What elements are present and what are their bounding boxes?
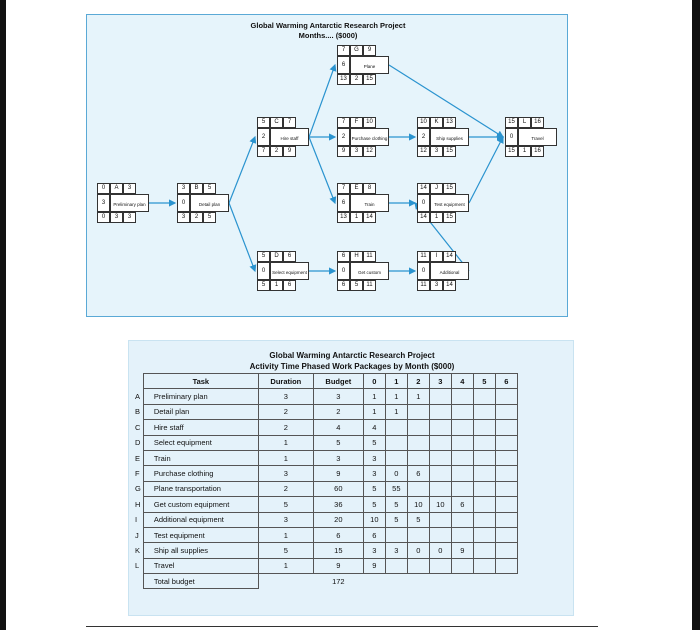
- node-late-finish: 3: [123, 212, 136, 223]
- row-month-value: [451, 404, 473, 419]
- row-month-value: [451, 558, 473, 573]
- node-id: I: [430, 251, 443, 262]
- table-row: [129, 450, 517, 465]
- node-early-finish: 15: [443, 183, 456, 194]
- node-late-finish: 14: [443, 280, 456, 291]
- edge-j-l: [469, 137, 503, 203]
- row-letter: A: [135, 392, 141, 402]
- node-early-start: 3: [177, 183, 190, 194]
- row-month-value: [495, 404, 517, 419]
- row-month-value: 5: [385, 497, 407, 512]
- row-month-value: [473, 450, 495, 465]
- node-early-start: 0: [97, 183, 110, 194]
- row-month-value: 3: [363, 450, 385, 465]
- row-task: Plane transportation: [143, 481, 258, 496]
- row-month-value: 4: [363, 420, 385, 435]
- row-letter: D: [135, 438, 141, 448]
- node-late-start: 13: [337, 74, 350, 85]
- table-row: [129, 527, 517, 542]
- node-late-start: 14: [417, 212, 430, 223]
- row-task: Test equipment: [143, 527, 258, 542]
- row-budget: 9: [313, 558, 363, 573]
- row-month-value: [429, 558, 451, 573]
- node-late-start: 7: [257, 146, 270, 157]
- row-month-value: [429, 527, 451, 542]
- row-month-value: [473, 404, 495, 419]
- node-description: Preliminary plan: [110, 194, 149, 212]
- node-f: [337, 117, 389, 157]
- row-month-value: [495, 512, 517, 527]
- row-month-value: 9: [451, 543, 473, 558]
- node-early-start: 15: [505, 117, 518, 128]
- node-early-finish: 14: [443, 251, 456, 262]
- left-edge-bar: [0, 0, 6, 630]
- row-month-value: 1: [407, 389, 429, 404]
- node-late-start: 9: [337, 146, 350, 157]
- table-total-row: [129, 574, 517, 589]
- node-slack: 3: [430, 280, 443, 291]
- row-month-value: 10: [407, 497, 429, 512]
- row-budget: 3: [313, 450, 363, 465]
- node-i: [417, 251, 469, 291]
- row-task: Purchase clothing: [143, 466, 258, 481]
- table-row: [129, 404, 517, 419]
- node-j: [417, 183, 469, 223]
- node-late-start: 12: [417, 146, 430, 157]
- row-month-value: [473, 497, 495, 512]
- node-id: B: [190, 183, 203, 194]
- row-month-value: 5: [363, 481, 385, 496]
- table-row: [129, 512, 517, 527]
- row-duration: 1: [258, 450, 313, 465]
- row-duration: 2: [258, 404, 313, 419]
- node-duration: 6: [337, 56, 350, 74]
- table-header-row: [129, 374, 517, 389]
- row-month-value: [495, 420, 517, 435]
- row-budget: 3: [313, 389, 363, 404]
- row-month-value: [451, 512, 473, 527]
- node-g: [337, 45, 389, 85]
- table-row: [129, 420, 517, 435]
- edge-c-e: [309, 137, 335, 203]
- node-early-start: 14: [417, 183, 430, 194]
- node-early-start: 10: [417, 117, 430, 128]
- node-early-finish: 10: [363, 117, 376, 128]
- row-duration: 3: [258, 512, 313, 527]
- row-month-value: [451, 466, 473, 481]
- row-month-value: [407, 404, 429, 419]
- node-id: C: [270, 117, 283, 128]
- header-month-3: 3: [429, 374, 451, 389]
- row-month-value: 0: [385, 466, 407, 481]
- node-id: A: [110, 183, 123, 194]
- node-early-finish: 5: [203, 183, 216, 194]
- node-duration: 0: [417, 262, 430, 280]
- node-duration: 0: [177, 194, 190, 212]
- node-early-finish: 3: [123, 183, 136, 194]
- table-title: Global Warming Antarctic Research Project: [269, 351, 435, 360]
- row-duration: 1: [258, 558, 313, 573]
- node-late-finish: 9: [283, 146, 296, 157]
- row-month-value: [407, 420, 429, 435]
- row-month-value: [407, 450, 429, 465]
- network-subtitle: Months.... ($000): [298, 31, 358, 40]
- row-task: Additional equipment: [143, 512, 258, 527]
- node-late-finish: 5: [203, 212, 216, 223]
- right-edge-bar: [692, 0, 700, 630]
- row-month-value: [473, 481, 495, 496]
- total-budget: 172: [332, 577, 345, 587]
- row-month-value: [495, 527, 517, 542]
- node-description: Purchase clothing: [350, 128, 389, 146]
- node-description: Train: [350, 194, 389, 212]
- row-month-value: 0: [429, 543, 451, 558]
- row-budget: 9: [313, 466, 363, 481]
- row-month-value: 6: [363, 527, 385, 542]
- row-month-value: [407, 435, 429, 450]
- node-id: J: [430, 183, 443, 194]
- row-month-value: [451, 527, 473, 542]
- node-late-finish: 14: [363, 212, 376, 223]
- node-early-finish: 16: [531, 117, 544, 128]
- row-month-value: [429, 435, 451, 450]
- row-month-value: 10: [363, 512, 385, 527]
- row-task: Train: [143, 450, 258, 465]
- row-duration: 3: [258, 466, 313, 481]
- row-budget: 2: [313, 404, 363, 419]
- node-duration: 2: [417, 128, 430, 146]
- node-late-start: 5: [257, 280, 270, 291]
- header-month-6: 6: [495, 374, 517, 389]
- row-month-value: 1: [385, 404, 407, 419]
- node-description: Get custom: [350, 262, 389, 280]
- bottom-rule: [86, 626, 598, 627]
- total-label: Total budget: [143, 574, 258, 589]
- node-slack: 2: [190, 212, 203, 223]
- node-id: F: [350, 117, 363, 128]
- row-month-value: [429, 481, 451, 496]
- row-duration: 2: [258, 420, 313, 435]
- node-slack: 1: [350, 212, 363, 223]
- row-month-value: [473, 543, 495, 558]
- node-description: Plane: [350, 56, 389, 74]
- row-letter: G: [135, 484, 141, 494]
- node-duration: 0: [417, 194, 430, 212]
- node-late-finish: 11: [363, 280, 376, 291]
- row-budget: 6: [313, 527, 363, 542]
- row-duration: 3: [258, 389, 313, 404]
- row-month-value: 10: [429, 497, 451, 512]
- node-late-start: 3: [177, 212, 190, 223]
- node-id: H: [350, 251, 363, 262]
- network-title: Global Warming Antarctic Research Project: [250, 21, 406, 30]
- node-late-finish: 15: [363, 74, 376, 85]
- table-subtitle: Activity Time Phased Work Packages by Month ($000): [249, 362, 455, 371]
- row-letter: E: [135, 453, 141, 463]
- node-k: [417, 117, 469, 157]
- row-month-value: 3: [385, 543, 407, 558]
- row-task: Ship all supplies: [143, 543, 258, 558]
- row-month-value: [429, 404, 451, 419]
- node-late-start: 15: [505, 146, 518, 157]
- table-row: [129, 435, 517, 450]
- table-row: [129, 497, 517, 512]
- node-id: D: [270, 251, 283, 262]
- header-budget: Budget: [313, 374, 363, 389]
- activity-table-panel: [128, 340, 574, 616]
- row-letter: J: [135, 530, 139, 540]
- node-duration: 0: [337, 262, 350, 280]
- row-month-value: [495, 558, 517, 573]
- node-slack: 5: [350, 280, 363, 291]
- row-task: Detail plan: [143, 404, 258, 419]
- node-duration: 2: [337, 128, 350, 146]
- row-budget: 20: [313, 512, 363, 527]
- node-duration: 0: [505, 128, 518, 146]
- node-id: E: [350, 183, 363, 194]
- header-month-0: 0: [363, 374, 385, 389]
- row-month-value: [451, 389, 473, 404]
- row-month-value: [407, 527, 429, 542]
- node-early-start: 11: [417, 251, 430, 262]
- table-row: [129, 558, 517, 573]
- node-slack: 1: [518, 146, 531, 157]
- row-month-value: [495, 450, 517, 465]
- row-month-value: 0: [407, 543, 429, 558]
- node-early-start: 6: [337, 251, 350, 262]
- node-description: Select equipment: [270, 262, 309, 280]
- row-task: Get custom equipment: [143, 497, 258, 512]
- row-task: Hire staff: [143, 420, 258, 435]
- row-duration: 1: [258, 527, 313, 542]
- node-h: [337, 251, 389, 291]
- row-month-value: [495, 481, 517, 496]
- row-duration: 1: [258, 435, 313, 450]
- row-duration: 5: [258, 497, 313, 512]
- row-letter: L: [135, 561, 140, 571]
- node-description: Ship supplies: [430, 128, 469, 146]
- header-duration: Duration: [258, 374, 313, 389]
- header-month-2: 2: [407, 374, 429, 389]
- row-letter: B: [135, 407, 141, 417]
- node-early-finish: 8: [363, 183, 376, 194]
- edge-c-g: [309, 65, 335, 137]
- row-month-value: [407, 481, 429, 496]
- row-month-value: [473, 512, 495, 527]
- activity-table: [129, 373, 518, 589]
- row-budget: 5: [313, 435, 363, 450]
- node-slack: 3: [430, 146, 443, 157]
- row-month-value: [429, 389, 451, 404]
- row-month-value: 5: [363, 435, 385, 450]
- row-month-value: [473, 466, 495, 481]
- node-l: [505, 117, 557, 157]
- edge-b-c: [229, 137, 255, 203]
- node-id: L: [518, 117, 531, 128]
- node-early-start: 5: [257, 251, 270, 262]
- header-month-1: 1: [385, 374, 407, 389]
- row-task: Select equipment: [143, 435, 258, 450]
- node-early-start: 7: [337, 45, 350, 56]
- node-description: Travel: [518, 128, 557, 146]
- table-row: [129, 466, 517, 481]
- row-letter: H: [135, 499, 141, 509]
- node-late-start: 0: [97, 212, 110, 223]
- edge-b-d: [229, 203, 255, 271]
- node-early-start: 5: [257, 117, 270, 128]
- node-slack: 2: [270, 146, 283, 157]
- node-duration: 2: [257, 128, 270, 146]
- node-late-finish: 15: [443, 212, 456, 223]
- row-month-value: 6: [407, 466, 429, 481]
- row-letter: K: [135, 545, 141, 555]
- node-id: G: [350, 45, 363, 56]
- row-budget: 36: [313, 497, 363, 512]
- row-month-value: [429, 466, 451, 481]
- row-month-value: 1: [385, 389, 407, 404]
- node-duration: 0: [257, 262, 270, 280]
- node-description: Test equipment: [430, 194, 469, 212]
- node-early-finish: 9: [363, 45, 376, 56]
- row-month-value: 6: [451, 497, 473, 512]
- node-c: [257, 117, 309, 157]
- node-description: Additional: [430, 262, 469, 280]
- node-e: [337, 183, 389, 223]
- node-late-finish: 15: [443, 146, 456, 157]
- row-month-value: [451, 435, 473, 450]
- network-arrows: [87, 15, 569, 318]
- row-month-value: 55: [385, 481, 407, 496]
- node-early-finish: 6: [283, 251, 296, 262]
- node-id: K: [430, 117, 443, 128]
- row-duration: 5: [258, 543, 313, 558]
- row-month-value: [495, 497, 517, 512]
- row-month-value: [385, 420, 407, 435]
- row-month-value: 5: [407, 512, 429, 527]
- row-letter: C: [135, 422, 141, 432]
- row-month-value: [495, 435, 517, 450]
- row-month-value: 5: [385, 512, 407, 527]
- node-late-start: 6: [337, 280, 350, 291]
- table-body: [129, 389, 517, 589]
- row-task: Preliminary plan: [143, 389, 258, 404]
- row-letter: I: [135, 515, 138, 525]
- node-late-finish: 6: [283, 280, 296, 291]
- node-early-start: 7: [337, 183, 350, 194]
- node-description: Detail plan: [190, 194, 229, 212]
- node-early-start: 7: [337, 117, 350, 128]
- table-row: [129, 389, 517, 404]
- row-month-value: [495, 389, 517, 404]
- row-month-value: [473, 435, 495, 450]
- node-slack: 1: [430, 212, 443, 223]
- row-month-value: [429, 450, 451, 465]
- node-d: [257, 251, 309, 291]
- row-month-value: [429, 420, 451, 435]
- row-month-value: [451, 481, 473, 496]
- table-row: [129, 481, 517, 496]
- row-month-value: [473, 389, 495, 404]
- row-month-value: [495, 543, 517, 558]
- row-task: Travel: [143, 558, 258, 573]
- node-early-finish: 7: [283, 117, 296, 128]
- node-late-finish: 12: [363, 146, 376, 157]
- row-month-value: 1: [363, 404, 385, 419]
- row-month-value: [451, 450, 473, 465]
- node-slack: 2: [350, 74, 363, 85]
- row-letter: F: [135, 469, 140, 479]
- row-month-value: [407, 558, 429, 573]
- row-month-value: [385, 558, 407, 573]
- node-duration: 3: [97, 194, 110, 212]
- row-month-value: [473, 558, 495, 573]
- row-month-value: 1: [363, 389, 385, 404]
- node-slack: 1: [270, 280, 283, 291]
- row-month-value: 3: [363, 466, 385, 481]
- node-slack: 3: [110, 212, 123, 223]
- row-month-value: [473, 527, 495, 542]
- row-month-value: [385, 435, 407, 450]
- node-early-finish: 11: [363, 251, 376, 262]
- row-duration: 2: [258, 481, 313, 496]
- row-month-value: [495, 466, 517, 481]
- row-month-value: 5: [363, 497, 385, 512]
- table-row: [129, 543, 517, 558]
- row-month-value: 3: [363, 543, 385, 558]
- row-month-value: [385, 527, 407, 542]
- node-duration: 6: [337, 194, 350, 212]
- header-month-5: 5: [473, 374, 495, 389]
- network-diagram-panel: [86, 14, 568, 317]
- node-description: Hire staff: [270, 128, 309, 146]
- row-budget: 60: [313, 481, 363, 496]
- row-month-value: [451, 420, 473, 435]
- node-b: [177, 183, 229, 223]
- node-late-start: 11: [417, 280, 430, 291]
- row-month-value: [429, 512, 451, 527]
- header-month-4: 4: [451, 374, 473, 389]
- row-month-value: [385, 450, 407, 465]
- node-late-start: 13: [337, 212, 350, 223]
- row-budget: 4: [313, 420, 363, 435]
- row-month-value: [473, 420, 495, 435]
- node-early-finish: 13: [443, 117, 456, 128]
- node-a: [97, 183, 149, 223]
- row-month-value: 9: [363, 558, 385, 573]
- node-late-finish: 16: [531, 146, 544, 157]
- node-slack: 3: [350, 146, 363, 157]
- header-task: Task: [143, 374, 258, 389]
- row-budget: 15: [313, 543, 363, 558]
